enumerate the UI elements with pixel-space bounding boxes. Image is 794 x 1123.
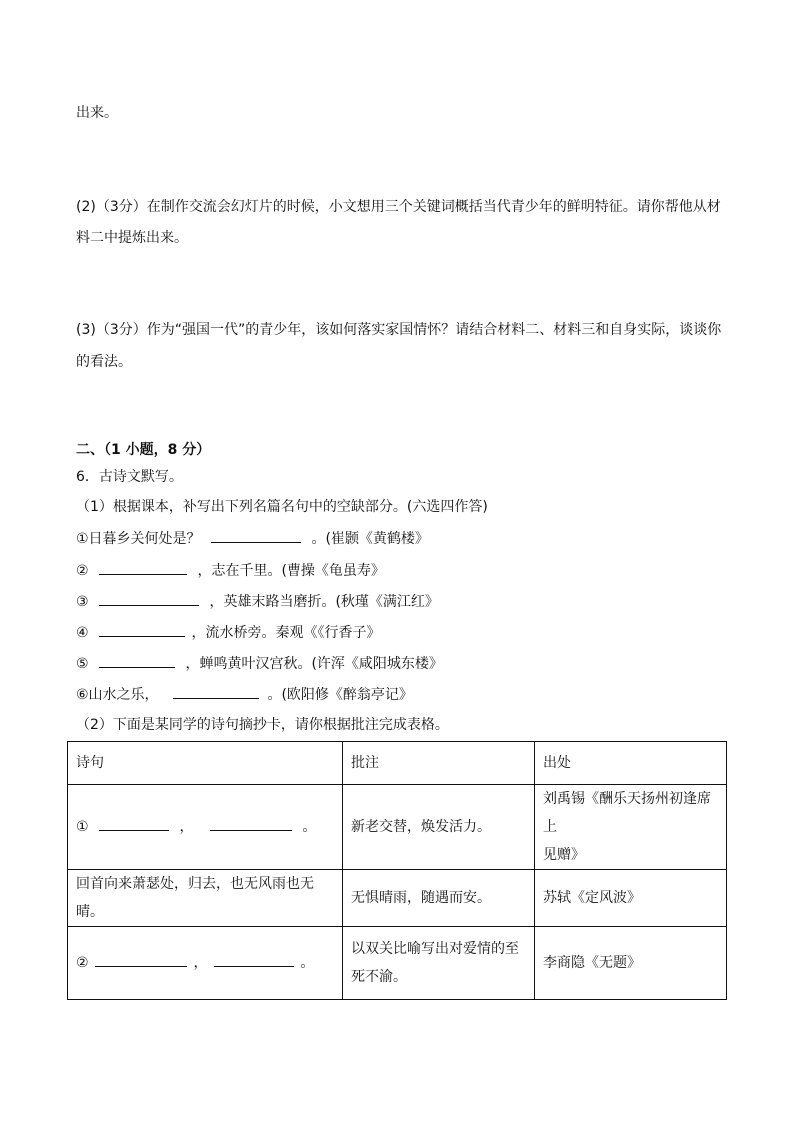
table-row xyxy=(68,927,727,1000)
row-3-comma: ， xyxy=(193,955,208,971)
item-6-blank[interactable] xyxy=(173,684,259,699)
item-1-blank[interactable] xyxy=(211,528,301,543)
recitation-item-6 xyxy=(76,684,413,705)
row-3-note-line-1: 以双关比喻写出对爱情的至 xyxy=(351,941,519,957)
row-2-verse: 回首向来萧瑟处，归去，也无风雨也无晴。 xyxy=(68,870,343,927)
row-3-source: 李商隐《无题》 xyxy=(535,927,727,1000)
row-3-prefix: ② xyxy=(76,955,89,971)
item-5-blank[interactable] xyxy=(99,653,175,668)
item-4-prefix: ④ xyxy=(76,625,89,641)
item-2-suffix: ，志在千里。(曹操《龟虽寿》 xyxy=(197,563,385,579)
question-5-3-line-2: 的看法。 xyxy=(76,354,132,370)
recitation-item-5 xyxy=(76,653,443,674)
row-1-period: 。 xyxy=(302,819,317,835)
item-4-suffix: ，流水桥旁。秦观《《行香子》 xyxy=(191,625,381,641)
item-5-suffix: ，蝉鸣黄叶汉宫秋。(许浑《咸阳城东楼》 xyxy=(185,656,443,672)
item-4-blank[interactable] xyxy=(99,622,185,637)
question-5-3-line-1: (3)（3分）作为“强国一代”的青少年，该如何落实家国情怀？请结合材料二、材料三和自身实际，谈谈你 xyxy=(76,322,722,338)
item-5-prefix: ⑤ xyxy=(76,656,89,672)
row-3-blank-2[interactable] xyxy=(214,952,294,967)
item-3-prefix: ③ xyxy=(76,594,89,610)
row-2-note: 无惧晴雨，随遇而安。 xyxy=(343,870,535,927)
row-1-source xyxy=(535,785,727,870)
recitation-item-3 xyxy=(76,591,439,612)
row-1-note: 新老交替，焕发活力。 xyxy=(343,785,535,870)
item-2-blank[interactable] xyxy=(99,560,187,575)
row-2-source: 苏轼《定风波》 xyxy=(535,870,727,927)
question-6-title: 6．古诗文默写。 xyxy=(76,469,183,485)
row-3-period: 。 xyxy=(300,955,315,971)
table-row xyxy=(68,785,727,870)
item-1-prefix: ①日暮乡关何处是？ xyxy=(76,531,201,547)
question-5-2-line-1: (2)（3分）在制作交流会幻灯片的时候，小文想用三个关键词概括当代青少年的鲜明特征。请你帮他从材 xyxy=(76,199,721,215)
recitation-item-2 xyxy=(76,560,385,581)
row-1-prefix: ① xyxy=(76,819,89,835)
row-1-verse xyxy=(68,785,343,870)
table-header-row xyxy=(68,742,727,785)
poem-excerpt-table xyxy=(67,741,727,1000)
item-6-prefix: ⑥山水之乐， xyxy=(76,687,159,703)
row-1-blank-2[interactable] xyxy=(210,816,292,831)
row-1-source-line-1: 刘禹锡《酬乐天扬州初逢席上 xyxy=(543,791,711,835)
question-6-part1-intro: （1）根据课本，补写出下列名篇名句中的空缺部分。(六选四作答) xyxy=(76,499,488,515)
row-3-verse xyxy=(68,927,343,1000)
table-row xyxy=(68,870,727,927)
header-note: 批注 xyxy=(343,742,535,785)
row-1-comma: ， xyxy=(179,819,194,835)
question-6-part2-intro: （2）下面是某同学的诗句摘抄卡，请你根据批注完成表格。 xyxy=(76,717,449,733)
item-1-suffix: 。(崔颢《黄鹤楼》 xyxy=(311,531,429,547)
item-2-prefix: ② xyxy=(76,563,89,579)
item-3-suffix: ，英雄末路当磨折。(秋瑾《满江红》 xyxy=(209,594,439,610)
header-source: 出处 xyxy=(535,742,727,785)
section-heading: 二、（1 小题，8 分） xyxy=(76,442,211,458)
question-5-2-line-2: 料二中提炼出来。 xyxy=(76,230,188,246)
row-1-blank-1[interactable] xyxy=(99,816,169,831)
row-3-note-line-2: 死不渝。 xyxy=(351,969,407,985)
recitation-item-4 xyxy=(76,622,380,643)
row-3-blank-1[interactable] xyxy=(95,952,187,967)
item-3-blank[interactable] xyxy=(99,591,199,606)
recitation-item-1 xyxy=(76,528,429,549)
row-3-note xyxy=(343,927,535,1000)
row-1-source-line-2: 见赠》 xyxy=(543,847,585,863)
item-6-suffix: 。(欧阳修《醉翁亭记》 xyxy=(267,687,413,703)
answer-tail-text: 出来。 xyxy=(76,105,118,121)
header-verse: 诗句 xyxy=(68,742,343,785)
